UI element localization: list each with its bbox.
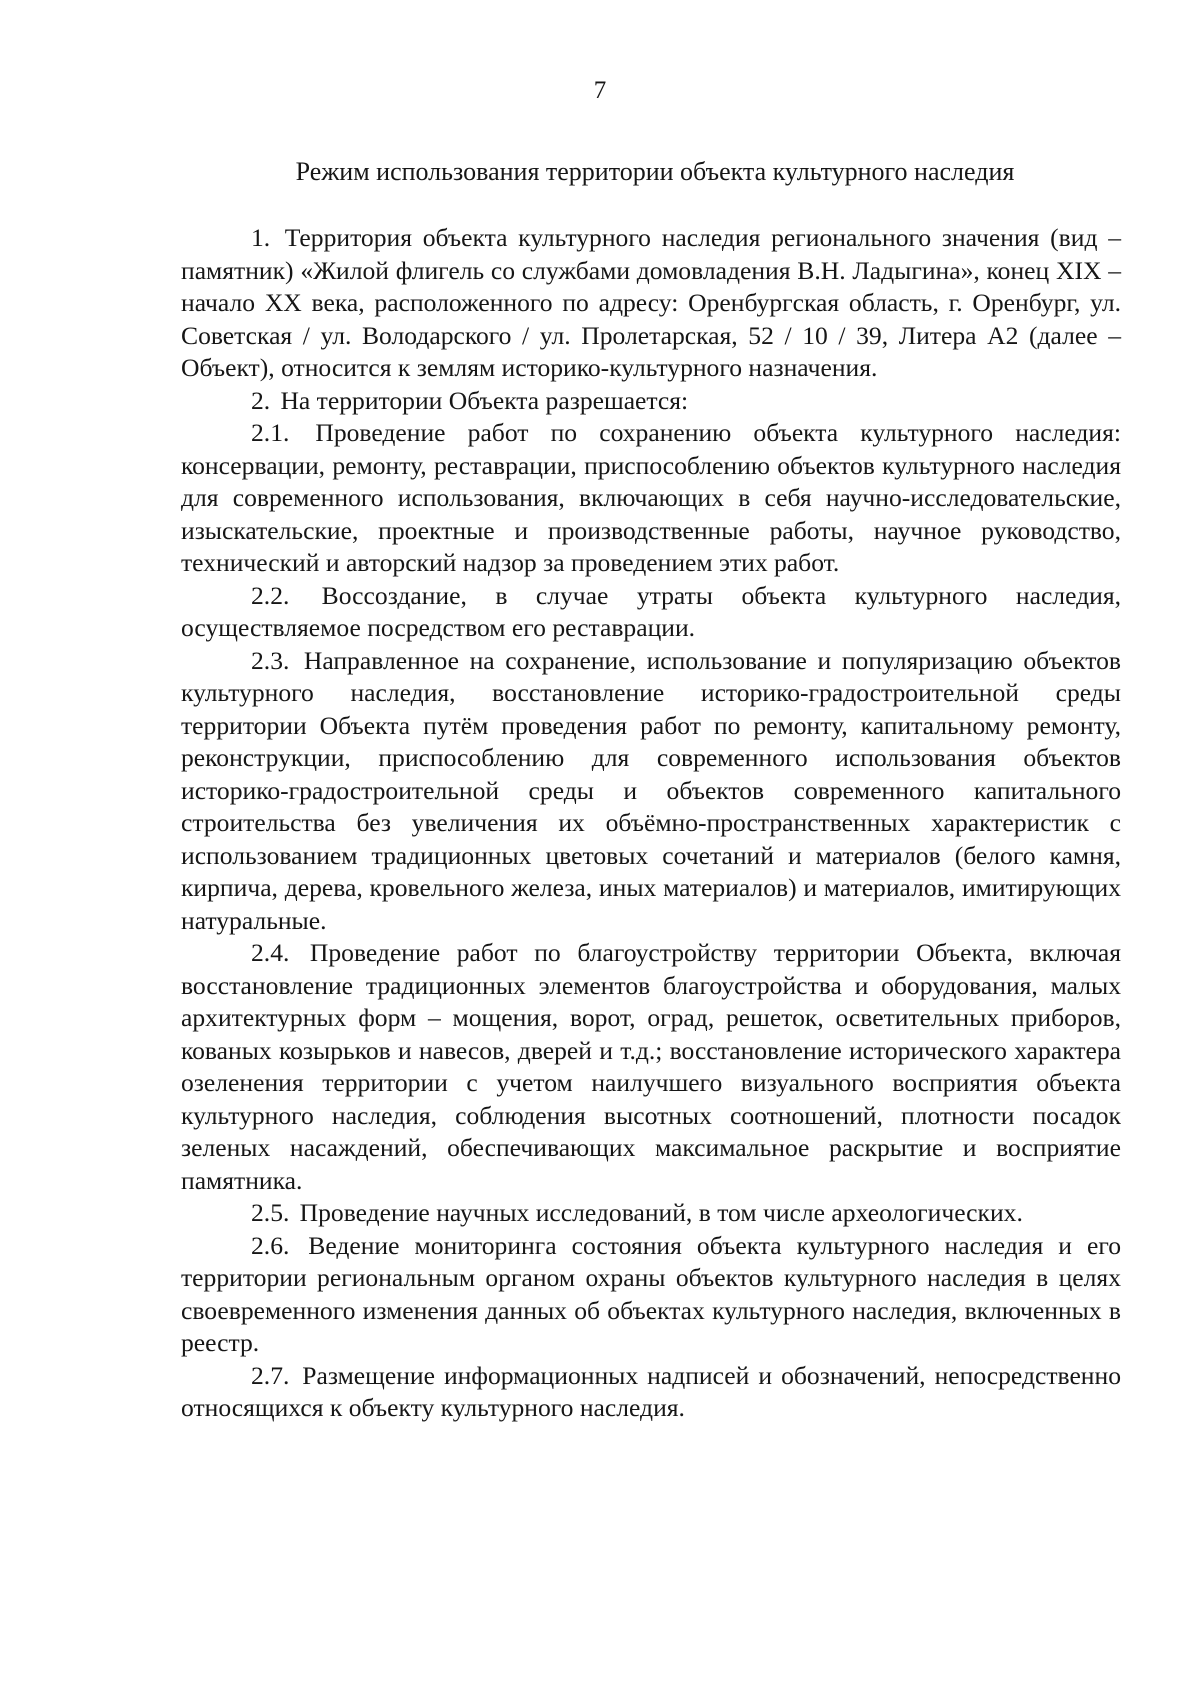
paragraph-number: 2.2. — [251, 580, 290, 610]
paragraph-2-1 — [181, 417, 1121, 580]
paragraph-2-3 — [181, 645, 1121, 938]
paragraph-text: На территории Объекта разрешается: — [280, 385, 689, 415]
paragraph-number: 2.6. — [251, 1230, 290, 1260]
paragraph-number: 2.7. — [251, 1360, 290, 1390]
paragraph-2-4 — [181, 937, 1121, 1197]
paragraph-2-7 — [181, 1360, 1121, 1425]
document-title: Режим использования территории объекта культурного наследия — [295, 157, 1015, 186]
paragraph-2 — [181, 385, 1121, 418]
paragraph-2-5 — [181, 1197, 1121, 1230]
document-body — [181, 222, 1121, 1425]
paragraph-text: Ведение мониторинга состояния объекта культурного наследия и его территории региональным органом охраны объектов культурного наследия в целях своевременного изменения данных об объектах культурного наследия, включенных в реестр. — [181, 1230, 1121, 1357]
paragraph-text: Направленное на сохранение, использование и популяризацию объектов культурного наследия, восстановление историко-градостроительной среды территории Объекта путём проведения работ по ремонту, капитальному ремонту, реконструкции, приспособлению для современного использования объектов историко-градостроительной среды и объектов современного капитального строительства без увеличения их объёмно-пространственных характеристик с использованием традиционных цветовых сочетаний и материалов (белого камня, кирпича, дерева, кровельного железа, иных материалов) и материалов, имитирующих натуральные. — [181, 645, 1121, 935]
paragraph-2-2 — [181, 580, 1121, 645]
paragraph-text: Проведение работ по благоустройству территории Объекта, включая восстановление традиционных элементов благоустройства и оборудования, малых архитектурных форм – мощения, ворот, оград, решеток, осветительных приборов, кованых козырьков и навесов, дверей и т.д.; восстановление исторического характера озеленения территории с учетом наилучшего визуального восприятия объекта культурного наследия, соблюдения высотных соотношений, плотности посадок зеленых насаждений, обеспечивающих максимальное раскрытие и восприятие памятника. — [181, 938, 1121, 1195]
paragraph-2-6 — [181, 1230, 1121, 1360]
paragraph-number: 2.3. — [251, 645, 290, 675]
paragraph-number: 2.4. — [251, 938, 290, 967]
paragraph-text: Проведение научных исследований, в том числе археологических. — [299, 1198, 1023, 1227]
paragraph-text: Воссоздание, в случае утраты объекта культурного наследия, осуществляемое посредством его реставрации. — [181, 580, 1121, 642]
page-number: 7 — [593, 77, 607, 104]
paragraph-number: 2.1. — [251, 418, 290, 447]
paragraph-number: 2.5. — [251, 1198, 290, 1227]
paragraph-1 — [181, 222, 1121, 385]
paragraph-text: Территория объекта культурного наследия регионального значения (вид – памятник) «Жилой флигель со службами домовладения В.Н. Ладыгина», конец XIX – начало XX века, расположенного по адресу: Оренбургская область, г. Оренбург, ул. Советская / ул. Володарского / ул. Пролетарская, 52 / 10 / 39, Литера А2 (далее – Объект), относится к землям историко-культурного назначения. — [181, 223, 1121, 382]
paragraph-text: Размещение информационных надписей и обозначений, непосредственно относящихся к объекту культурного наследия. — [181, 1360, 1122, 1422]
paragraph-text: Проведение работ по сохранению объекта культурного наследия: консервации, ремонту, реставрации, приспособлению объектов культурного наследия для современного использования, включающих в себя научно-исследовательские, изыскательские, проектные и производственные работы, научное руководство, технический и авторский надзор за проведением этих работ. — [181, 418, 1122, 577]
paragraph-number: 1. — [251, 223, 271, 252]
paragraph-number: 2. — [251, 385, 271, 415]
